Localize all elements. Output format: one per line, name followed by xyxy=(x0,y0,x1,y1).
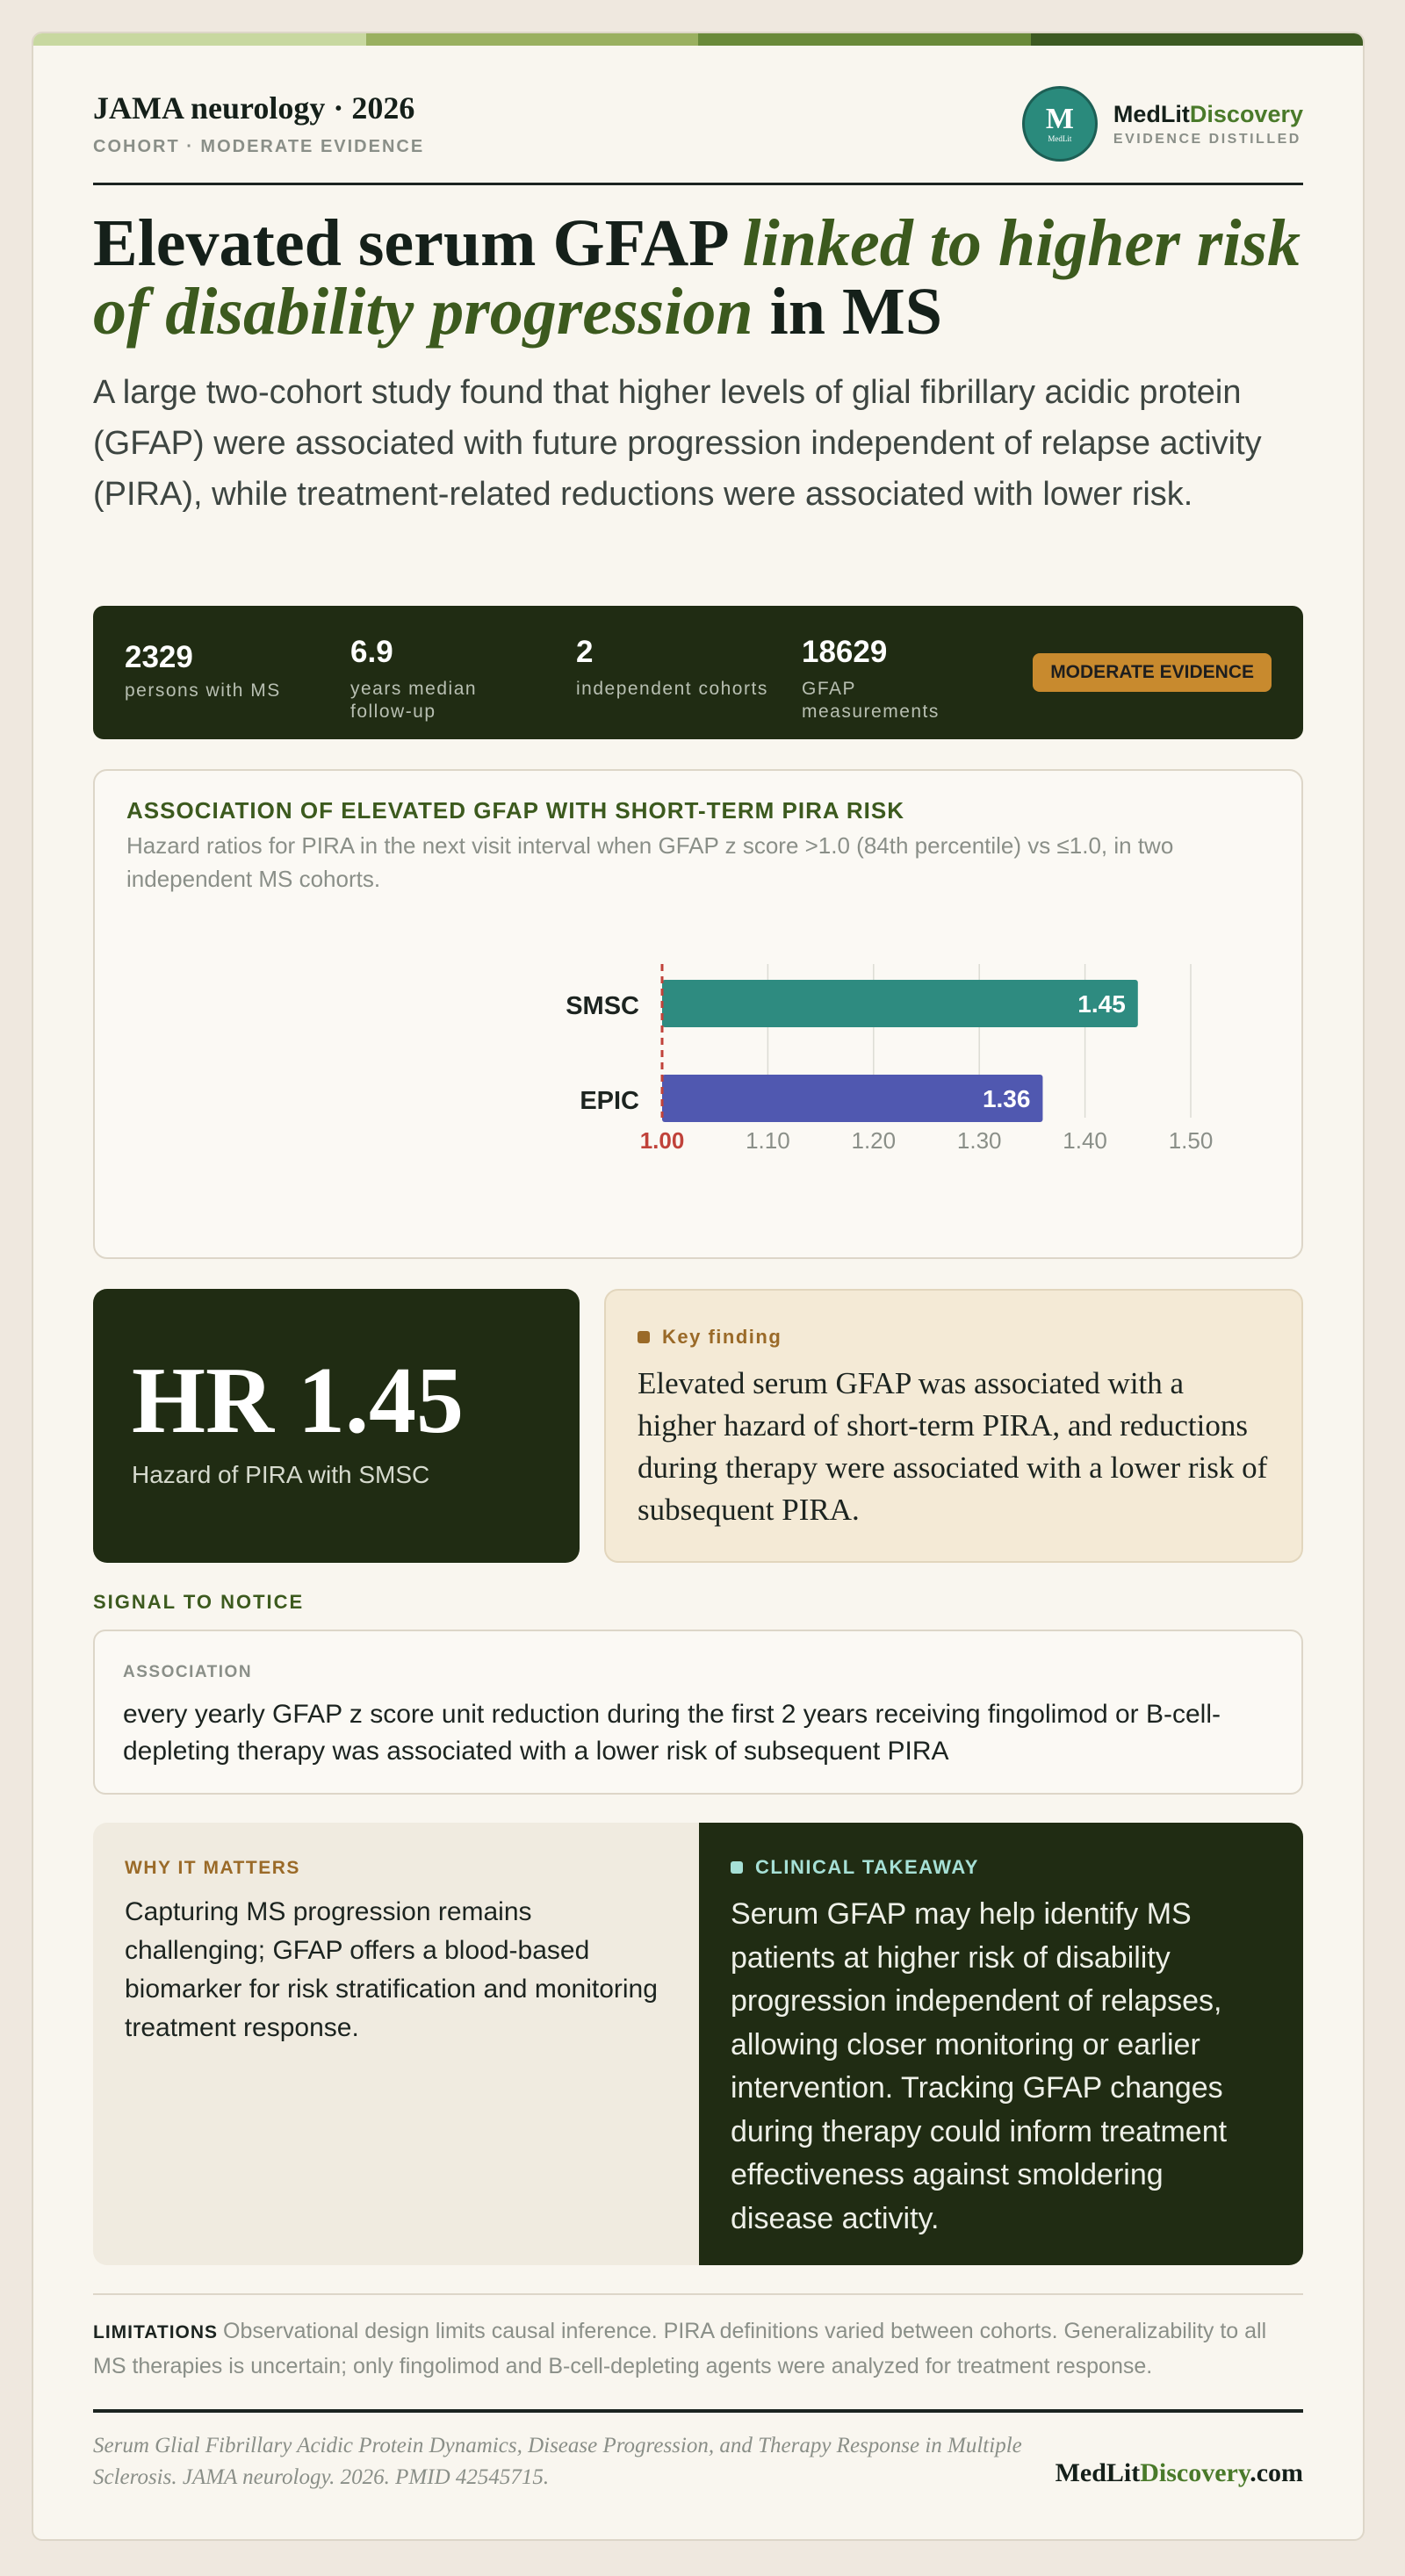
stat-value: 6.9 xyxy=(350,635,393,669)
tick-label: 1.20 xyxy=(851,1127,897,1154)
limitations-divider xyxy=(93,2293,1303,2295)
brand-tagline: EVIDENCE DISTILLED xyxy=(1113,131,1301,147)
tick-label: 1.40 xyxy=(1063,1127,1107,1154)
limitations-text: Observational design limits causal inference. PIRA definitions varied between cohorts. Generalizability to all MS therapies is uncertain; only fingolimod and B-cell-depleting agents were analyzed for treatment response. xyxy=(93,2319,1267,2378)
signal-panel xyxy=(93,1630,1303,1795)
data-label: 1.36 xyxy=(982,1085,1031,1112)
key-finding-text: Elevated serum GFAP was associated with a higher hazard of short-term PIRA, and reductions during therapy were associated with a lower risk of subsequent PIRA. xyxy=(638,1366,1268,1527)
key-finding-label xyxy=(638,1326,782,1349)
brand-name-part: MedLit xyxy=(1113,100,1190,127)
signal-text: every yearly GFAP z score unit reduction during the first 2 years receiving fingolimod or B-cell-depleting therapy was associated with a lower risk of subsequent PIRA xyxy=(123,1700,1221,1766)
stat-label: GFAP measurements xyxy=(802,679,940,722)
why-label: WHY IT MATTERS xyxy=(125,1858,300,1878)
limitations-label: LIMITATIONS xyxy=(93,2322,219,2342)
citation: Serum Glial Fibrillary Acidic Protein Dynamics, Disease Progression, and Therapy Response in Multiple Sclerosis. JAMA neurology. 2026. PMID 42545715. xyxy=(93,2434,1022,2489)
site-link[interactable] xyxy=(1056,2458,1303,2488)
category-label: SMSC xyxy=(566,992,639,1020)
signal-label: ASSOCIATION xyxy=(123,1663,253,1681)
chart-title: ASSOCIATION OF ELEVATED GFAP WITH SHORT-TERM PIRA RISK xyxy=(126,797,905,824)
topbar-segment xyxy=(1031,33,1364,46)
takeaway-label xyxy=(731,1856,979,1879)
topbar-segment xyxy=(698,33,1031,46)
stat-persons xyxy=(125,627,318,702)
brand-logo-icon xyxy=(1022,86,1098,162)
clinical-takeaway-panel xyxy=(699,1823,1303,2265)
why-it-matters-panel xyxy=(93,1823,699,2265)
topbar-segment xyxy=(33,33,366,46)
footer-divider xyxy=(93,2409,1303,2413)
brand[interactable] xyxy=(1022,86,1303,162)
category-label: EPIC xyxy=(580,1087,639,1115)
header-divider xyxy=(93,183,1303,185)
tick-label: 1.10 xyxy=(746,1127,790,1154)
hr-highlight xyxy=(93,1289,580,1563)
evidence-badge: MODERATE EVIDENCE xyxy=(1033,653,1272,692)
topbar-segment xyxy=(366,33,699,46)
brand-name xyxy=(1113,101,1303,128)
logo-letter: M xyxy=(1045,103,1074,135)
signal-section-title: SIGNAL TO NOTICE xyxy=(93,1591,305,1613)
stat-value: 18629 xyxy=(802,635,888,669)
stat-value: 2329 xyxy=(125,640,193,674)
headline-emphasis: linked to higher risk of disability progression xyxy=(93,206,1301,349)
hr-label: Hazard of PIRA with SMSC xyxy=(132,1461,430,1488)
site-part: MedLit xyxy=(1055,2458,1141,2487)
why-text: Capturing MS progression remains challenging; GFAP offers a blood-based biomarker for risk stratification and monitoring treatment response. xyxy=(125,1897,658,2042)
bar xyxy=(662,980,1138,1027)
site-part: .com xyxy=(1250,2458,1303,2487)
headline-part: Elevated serum GFAP xyxy=(93,206,743,280)
takeaway-text: Serum GFAP may help identify MS patients at higher risk of disability progression independent of relapses, allowing closer monitoring or earlier intervention. Tracking GFAP changes during therapy could inform treatment effectiveness against smoldering disease activity. xyxy=(731,1897,1228,2235)
headline-part: in MS xyxy=(753,275,943,349)
logo-small-text: MedLit xyxy=(1048,134,1072,143)
infographic-card xyxy=(32,32,1365,2541)
stat-measurements xyxy=(802,627,995,723)
hazard-ratio-chart xyxy=(95,938,1305,1201)
stat-label: persons with MS xyxy=(125,680,281,701)
key-finding-label-text: Key finding xyxy=(662,1326,782,1348)
insight-columns xyxy=(93,1823,1303,2265)
data-label: 1.45 xyxy=(1077,990,1126,1018)
chart-subtitle: Hazard ratios for PIRA in the next visit interval when GFAP z score >1.0 (84th percentile) vs ≤1.0, in two independent MS cohorts. xyxy=(126,832,1174,892)
takeaway-label-text: CLINICAL TAKEAWAY xyxy=(755,1856,979,1878)
study-type: COHORT · MODERATE EVIDENCE xyxy=(93,137,425,156)
journal-title: JAMA neurology · 2026 xyxy=(93,90,415,126)
square-bullet-icon xyxy=(638,1331,650,1343)
stat-followup xyxy=(350,627,544,723)
site-accent: Discovery xyxy=(1140,2458,1250,2487)
brand-name-accent: Discovery xyxy=(1189,100,1303,127)
tick-label: 1.30 xyxy=(956,1127,1002,1154)
stats-bar xyxy=(93,606,1303,739)
key-finding-panel xyxy=(604,1289,1303,1563)
stat-label: independent cohorts xyxy=(576,679,768,699)
lede-summary: A large two-cohort study found that higher levels of glial fibrillary acidic protein (GFAP) were associated with future progression independent of relapse activity (PIRA), while treatment-related reductions were associated with lower risk. xyxy=(93,374,1262,513)
limitations xyxy=(93,2314,1303,2383)
tick-label: 1.50 xyxy=(1168,1127,1214,1154)
stat-cohorts xyxy=(576,627,769,701)
stat-label: years median follow-up xyxy=(350,679,478,722)
chart-panel xyxy=(93,769,1303,1259)
stat-value: 2 xyxy=(576,635,594,669)
headline xyxy=(93,206,1303,349)
tick-label: 1.00 xyxy=(639,1127,685,1154)
top-color-bar xyxy=(33,33,1363,46)
hr-value: HR 1.45 xyxy=(132,1349,464,1453)
square-bullet-icon xyxy=(731,1861,743,1874)
